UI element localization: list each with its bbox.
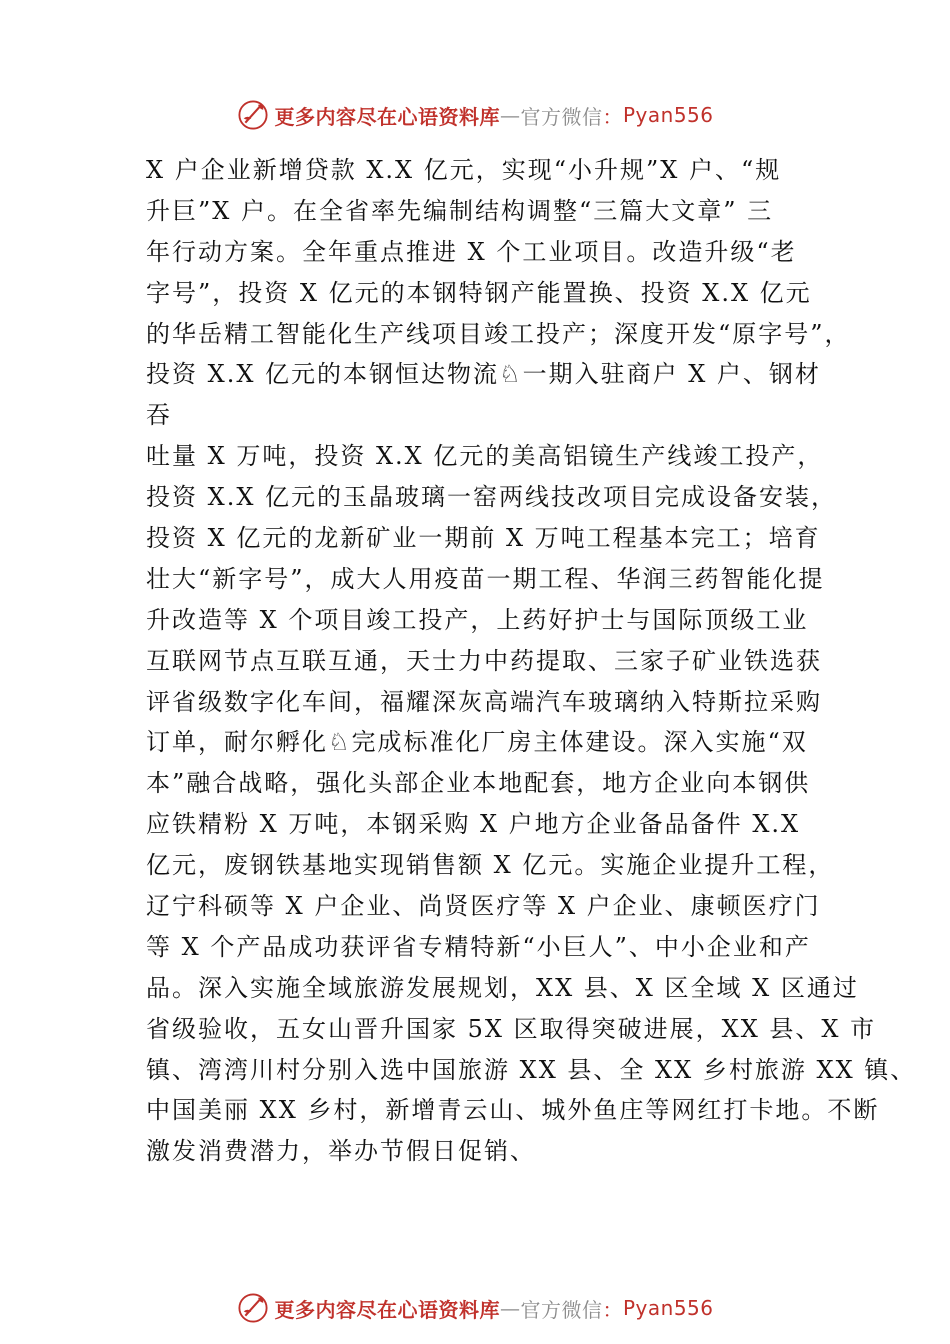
document-body: [146, 150, 917, 1172]
body-text-line: 吐量 X 万吨，投资 X.X 亿元的美高铝镜生产线竣工投产，: [146, 442, 824, 471]
footer-watermark-banner: [0, 1288, 950, 1328]
banner-colon: ：: [602, 1297, 623, 1322]
body-text-line: 升巨”X 户。在全省率先编制结构调整“三篇大文章” 三: [146, 196, 774, 225]
body-text-line: 升改造等 X 个项目竣工投产，上药好护士与国际顶级工业: [146, 605, 809, 634]
banner-separator: —: [499, 103, 521, 127]
body-text-line: 省级验收，五女山晋升国家 5X 区取得突破进展，XX 县、X 市: [146, 1014, 877, 1043]
body-text-line: 应铁精粉 X 万吨，本钢采购 X 户地方企业备品备件 X.X: [146, 810, 801, 839]
body-text-line: 互联网节点互联互通，天士力中药提取、三家子矿业铁选获: [146, 646, 822, 675]
banner-colon: ：: [602, 104, 623, 129]
body-text-line: 中国美丽 XX 乡村，新增青云山、城外鱼庄等网红打卡地。不断: [146, 1096, 880, 1125]
body-text-line: 本”融合战略，强化头部企业本地配套，地方企业向本钢供: [146, 769, 811, 798]
banner-wechat-handle: Pyan556: [622, 1296, 714, 1320]
body-text-line: 订单，耐尔孵化♘完成标准化厂房主体建设。深入实施“双: [146, 728, 808, 757]
body-text-line: 投资 X.X 亿元的玉晶玻璃一窑两线技改项目完成设备安装，: [146, 483, 838, 512]
body-text-line: 字号”，投资 X 亿元的本钢特钢产能置换、投资 X.X 亿元: [146, 278, 812, 307]
header-watermark-banner: [0, 95, 950, 135]
banner-brand-text: 更多内容尽在心语资料库: [274, 1297, 500, 1322]
body-text-line: X 户企业新增贷款 X.X 亿元，实现“小升规”X 户、“规: [146, 156, 782, 184]
body-text-line: 激发消费潜力，举办节假日促销、: [146, 1137, 536, 1166]
body-text-line: 等 X 个产品成功获评省专精特新“小巨人”、中小企业和产: [146, 932, 811, 961]
quill-pen-seal-icon: [236, 1291, 270, 1325]
banner-wechat-label: 官方微信: [520, 1297, 603, 1322]
body-text-line: 的华岳精工智能化生产线项目竣工投产；深度开发“原字号”，: [146, 319, 851, 348]
body-text-line: 年行动方案。全年重点推进 X 个工业项目。改造升级“老: [146, 237, 797, 266]
banner-separator: —: [499, 1296, 521, 1320]
body-text-line: 品。深入实施全域旅游发展规划，XX 县、X 区全域 X 区通过: [146, 973, 859, 1002]
banner-wechat-handle: Pyan556: [622, 103, 714, 127]
body-text-line: 亿元，废钢铁基地实现销售额 X 亿元。实施企业提升工程，: [146, 851, 835, 880]
body-text-line: 投资 X 亿元的龙新矿业一期前 X 万吨工程基本完工；培育: [146, 524, 821, 553]
body-text-line: 评省级数字化车间，福耀深灰高端汽车玻璃纳入特斯拉采购: [146, 687, 822, 716]
body-text-line: 辽宁科硕等 X 户企业、尚贤医疗等 X 户企业、康顿医疗门: [146, 892, 821, 921]
banner-wechat-label: 官方微信: [520, 104, 603, 129]
body-text-line: 吞: [146, 401, 172, 430]
banner-brand-text: 更多内容尽在心语资料库: [274, 104, 500, 129]
body-text-line: 壮大“新字号”，成大人用疫苗一期工程、华润三药智能化提: [146, 564, 825, 593]
body-text-line: 投资 X.X 亿元的本钢恒达物流♘一期入驻商户 X 户、钢材: [146, 360, 821, 389]
body-text-line: 镇、湾湾川村分别入选中国旅游 XX 县、全 XX 乡村旅游 XX 镇、: [146, 1055, 917, 1084]
quill-pen-seal-icon: [236, 98, 270, 132]
